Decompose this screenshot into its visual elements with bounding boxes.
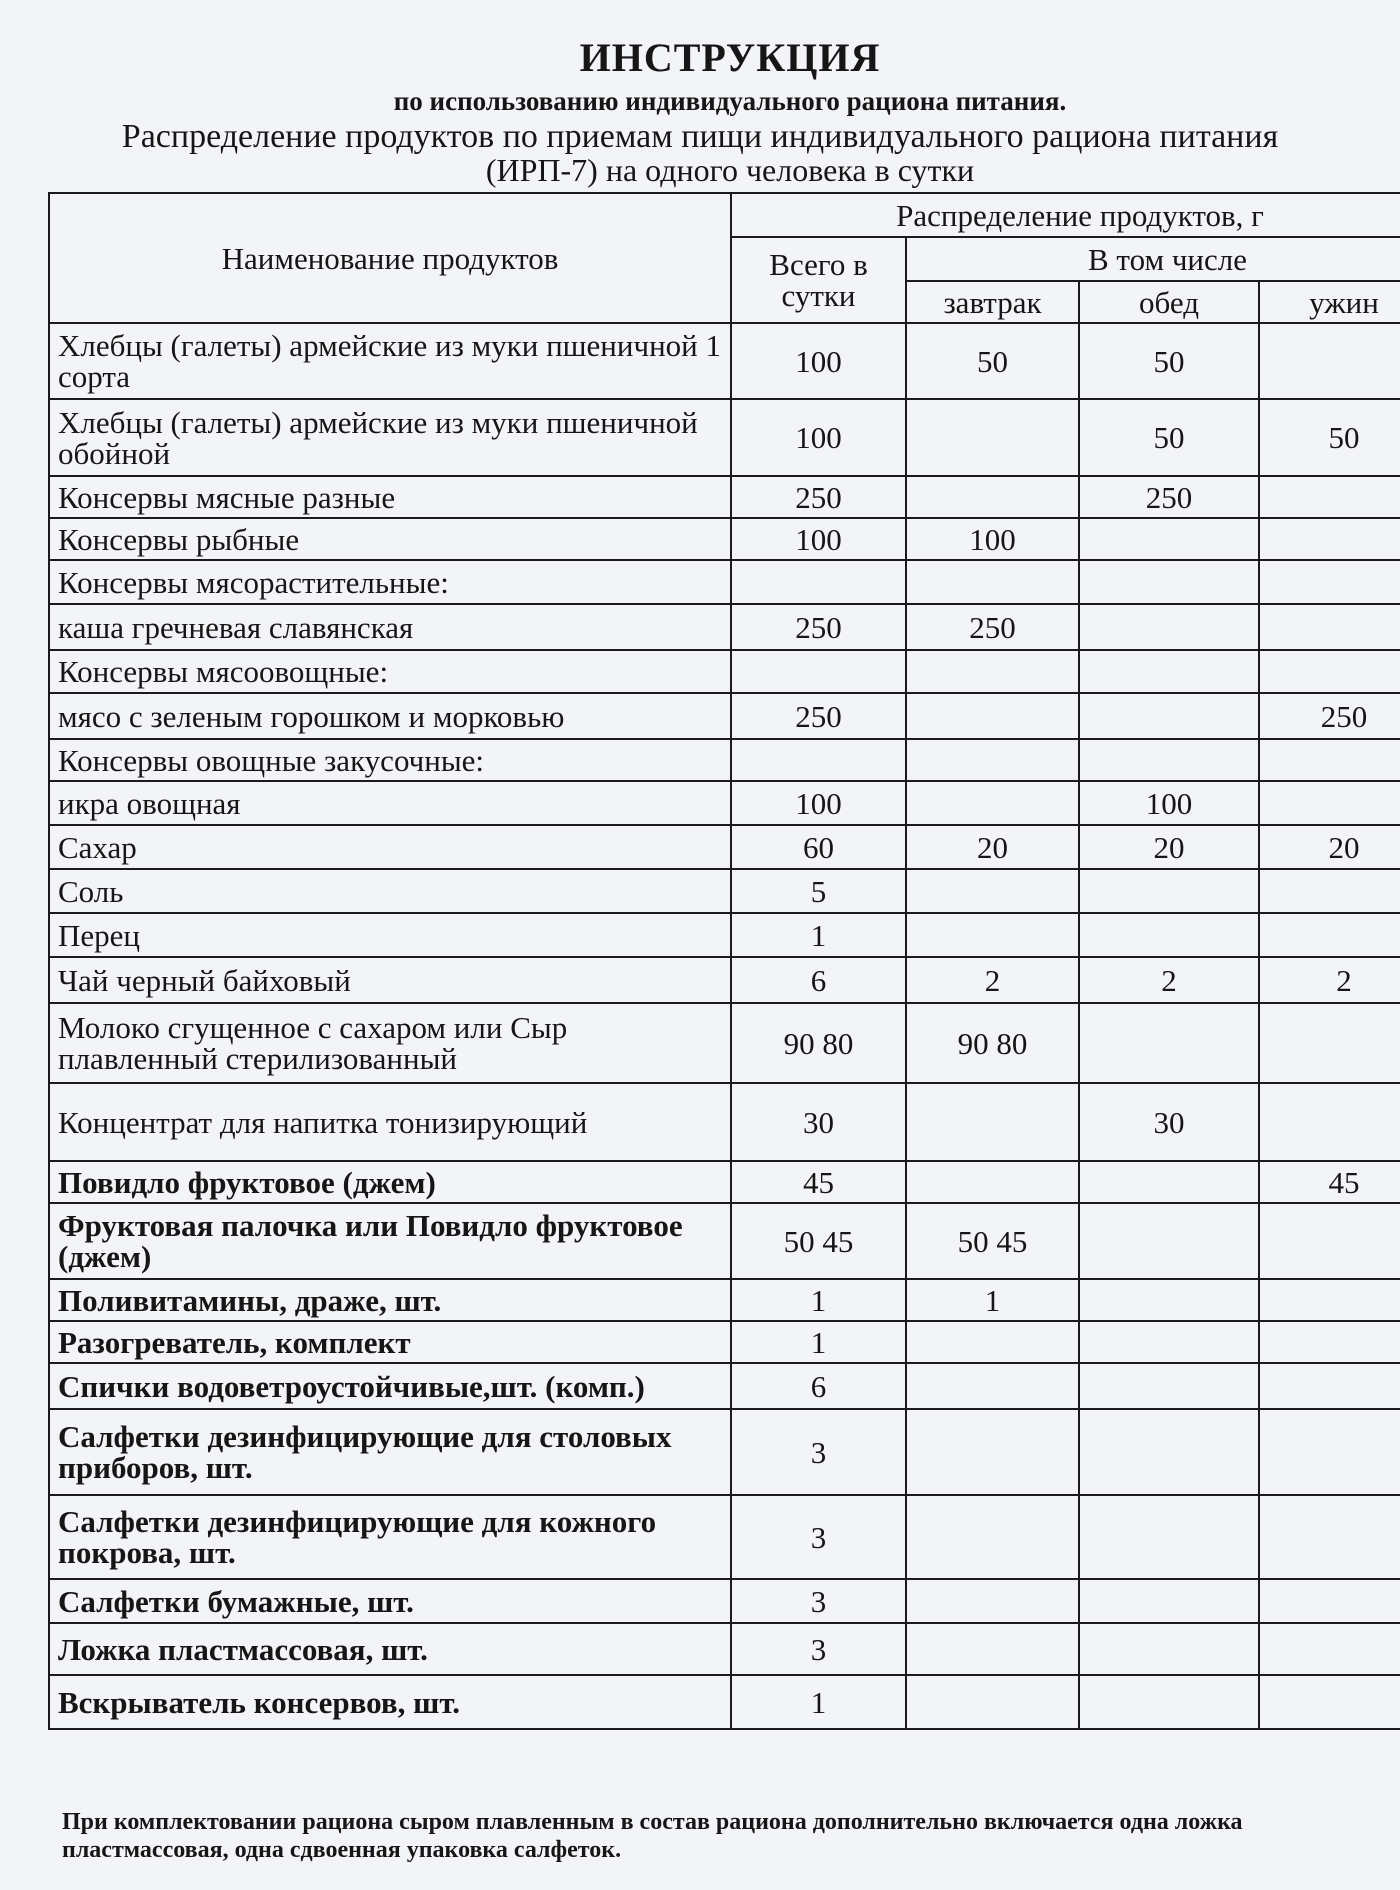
table-row (49, 913, 1400, 957)
breakfast-value: 90 80 (906, 1003, 1079, 1083)
lunch-value (1079, 604, 1259, 650)
dinner-value: 250 (1259, 693, 1400, 739)
dinner-value (1259, 604, 1400, 650)
dinner-value (1259, 1363, 1400, 1409)
table-row (49, 1495, 1400, 1579)
lunch-value (1079, 869, 1259, 913)
lunch-value (1079, 1321, 1259, 1363)
header-including: В том числе (906, 237, 1400, 281)
total-value: 1 (731, 1321, 906, 1363)
dinner-value (1259, 781, 1400, 825)
total-value (731, 560, 906, 604)
lunch-value (1079, 1161, 1259, 1203)
lunch-value (1079, 1363, 1259, 1409)
dinner-value: 2 (1259, 957, 1400, 1003)
total-value: 1 (731, 1279, 906, 1321)
total-value: 45 (731, 1161, 906, 1203)
lunch-value (1079, 1279, 1259, 1321)
breakfast-value: 100 (906, 518, 1079, 560)
breakfast-value (906, 869, 1079, 913)
table-row (49, 1363, 1400, 1409)
breakfast-value: 50 (906, 323, 1079, 399)
breakfast-value (906, 560, 1079, 604)
table-row (49, 1161, 1400, 1203)
breakfast-value: 50 45 (906, 1203, 1079, 1279)
table-row (49, 518, 1400, 560)
table-row (49, 1279, 1400, 1321)
dinner-value (1259, 1083, 1400, 1161)
dinner-value (1259, 323, 1400, 399)
product-name: Молоко сгущенное с сахаром или Сыр плавленный стерилизованный (49, 1003, 731, 1083)
dinner-value (1259, 1675, 1400, 1729)
total-value: 100 (731, 323, 906, 399)
product-name: Консервы рыбные (49, 518, 731, 560)
table-row (49, 560, 1400, 604)
total-value: 6 (731, 957, 906, 1003)
document-description: Распределение продуктов по приемам пищи индивидуального рациона питания (121, 118, 1279, 155)
breakfast-value (906, 781, 1079, 825)
dinner-value: 20 (1259, 825, 1400, 869)
total-value: 100 (731, 781, 906, 825)
lunch-value (1079, 560, 1259, 604)
lunch-value (1079, 1579, 1259, 1623)
breakfast-value (906, 1579, 1079, 1623)
lunch-value: 100 (1079, 781, 1259, 825)
table-row (49, 1321, 1400, 1363)
table-row (49, 399, 1400, 476)
breakfast-value (906, 1495, 1079, 1579)
breakfast-value (906, 476, 1079, 518)
lunch-value (1079, 1203, 1259, 1279)
breakfast-value (906, 1161, 1079, 1203)
table-row (49, 650, 1400, 693)
table-row (49, 1675, 1400, 1729)
total-value: 100 (731, 518, 906, 560)
table-row (49, 1579, 1400, 1623)
table-row (49, 693, 1400, 739)
total-value: 1 (731, 1675, 906, 1729)
dinner-value (1259, 1203, 1400, 1279)
dinner-value (1259, 739, 1400, 781)
product-name: Поливитамины, драже, шт. (49, 1279, 731, 1321)
product-name: Чай черный байховый (49, 957, 731, 1003)
table-row (49, 825, 1400, 869)
table-row (49, 781, 1400, 825)
dinner-value (1259, 560, 1400, 604)
product-name: Консервы мясорастительные: (49, 560, 731, 604)
total-value: 50 45 (731, 1203, 906, 1279)
dinner-value (1259, 1003, 1400, 1083)
lunch-value (1079, 913, 1259, 957)
dinner-value (1259, 869, 1400, 913)
product-name: Повидло фруктовое (джем) (49, 1161, 731, 1203)
product-name: икра овощная (49, 781, 731, 825)
breakfast-value (906, 1623, 1079, 1675)
product-name: Перец (49, 913, 731, 957)
product-name: Салфетки дезинфицирующие для кожного покрова, шт. (49, 1495, 731, 1579)
product-name: Сахар (49, 825, 731, 869)
product-name: Консервы мясоовощные: (49, 650, 731, 693)
total-value (731, 650, 906, 693)
lunch-value (1079, 518, 1259, 560)
lunch-value (1079, 1495, 1259, 1579)
total-value: 1 (731, 913, 906, 957)
product-name: Салфетки бумажные, шт. (49, 1579, 731, 1623)
total-value: 3 (731, 1495, 906, 1579)
total-value: 100 (731, 399, 906, 476)
breakfast-value (906, 1321, 1079, 1363)
dinner-value (1259, 1279, 1400, 1321)
lunch-value (1079, 1675, 1259, 1729)
header-product-name: Наименование продуктов (49, 193, 731, 323)
dinner-value (1259, 1321, 1400, 1363)
total-value: 3 (731, 1409, 906, 1495)
product-name: Салфетки дезинфицирующие для столовых приборов, шт. (49, 1409, 731, 1495)
lunch-value: 2 (1079, 957, 1259, 1003)
lunch-value (1079, 739, 1259, 781)
dinner-value (1259, 650, 1400, 693)
dinner-value (1259, 1623, 1400, 1675)
document-description-2: (ИРП-7) на одного человека в сутки (485, 152, 975, 188)
lunch-value (1079, 1003, 1259, 1083)
dinner-value (1259, 1579, 1400, 1623)
total-value: 5 (731, 869, 906, 913)
header-lunch: обед (1079, 281, 1259, 323)
total-value: 250 (731, 476, 906, 518)
table-row (49, 323, 1400, 399)
header-dinner: ужин (1259, 281, 1400, 323)
product-name: Ложка пластмассовая, шт. (49, 1623, 731, 1675)
breakfast-value: 1 (906, 1279, 1079, 1321)
product-name: Концентрат для напитка тонизирующий (49, 1083, 731, 1161)
lunch-value (1079, 1409, 1259, 1495)
product-name: Спички водоветроустойчивые,шт. (комп.) (49, 1363, 731, 1409)
lunch-value (1079, 693, 1259, 739)
product-name: Хлебцы (галеты) армейские из муки пшеничной обойной (49, 399, 731, 476)
table-row (49, 1203, 1400, 1279)
product-name: Соль (49, 869, 731, 913)
dinner-value: 50 (1259, 399, 1400, 476)
product-name: мясо с зеленым горошком и морковью (49, 693, 731, 739)
table-row (49, 476, 1400, 518)
product-name: Вскрыватель консервов, шт. (49, 1675, 731, 1729)
total-value: 3 (731, 1623, 906, 1675)
table-row (49, 1083, 1400, 1161)
product-name: Хлебцы (галеты) армейские из муки пшеничной 1 сорта (49, 323, 731, 399)
breakfast-value (906, 693, 1079, 739)
breakfast-value: 2 (906, 957, 1079, 1003)
total-value: 60 (731, 825, 906, 869)
table-row (49, 869, 1400, 913)
total-value: 30 (731, 1083, 906, 1161)
dinner-value (1259, 1409, 1400, 1495)
dinner-value (1259, 476, 1400, 518)
dinner-value (1259, 913, 1400, 957)
total-value (731, 739, 906, 781)
header-breakfast: завтрак (906, 281, 1079, 323)
lunch-value: 250 (1079, 476, 1259, 518)
header-distribution: Распределение продуктов, г (731, 193, 1400, 237)
lunch-value: 50 (1079, 323, 1259, 399)
table-row (49, 739, 1400, 781)
lunch-value (1079, 650, 1259, 693)
lunch-value (1079, 1623, 1259, 1675)
dinner-value (1259, 518, 1400, 560)
product-name: Консервы мясные разные (49, 476, 731, 518)
product-name: каша гречневая славянская (49, 604, 731, 650)
table-row (49, 1409, 1400, 1495)
total-value: 6 (731, 1363, 906, 1409)
document-title: ИНСТРУКЦИЯ (579, 35, 881, 80)
breakfast-value (906, 399, 1079, 476)
table-row (49, 957, 1400, 1003)
total-value: 250 (731, 604, 906, 650)
breakfast-value (906, 913, 1079, 957)
table-row (49, 1003, 1400, 1083)
breakfast-value (906, 1363, 1079, 1409)
breakfast-value (906, 1083, 1079, 1161)
table-row (49, 1623, 1400, 1675)
dinner-value (1259, 1495, 1400, 1579)
breakfast-value: 250 (906, 604, 1079, 650)
breakfast-value (906, 1675, 1079, 1729)
footnote: При комплектовании рациона сыром плавленным в состав рациона дополнительно включается одна ложка пластмассовая, одна сдвоенная упаковка салфеток. (62, 1809, 1243, 1863)
dinner-value: 45 (1259, 1161, 1400, 1203)
total-value: 250 (731, 693, 906, 739)
breakfast-value (906, 650, 1079, 693)
table-row (49, 604, 1400, 650)
product-name: Консервы овощные закусочные: (49, 739, 731, 781)
header-total: Всего в сутки (731, 237, 906, 323)
product-name: Фруктовая палочка или Повидло фруктовое (джем) (49, 1203, 731, 1279)
lunch-value: 20 (1079, 825, 1259, 869)
document-subtitle: по использованию индивидуального рациона питания. (393, 86, 1067, 116)
total-value: 3 (731, 1579, 906, 1623)
lunch-value: 30 (1079, 1083, 1259, 1161)
ration-table (48, 192, 1400, 1730)
breakfast-value (906, 1409, 1079, 1495)
breakfast-value (906, 739, 1079, 781)
breakfast-value: 20 (906, 825, 1079, 869)
lunch-value: 50 (1079, 399, 1259, 476)
product-name: Разогреватель, комплект (49, 1321, 731, 1363)
total-value: 90 80 (731, 1003, 906, 1083)
